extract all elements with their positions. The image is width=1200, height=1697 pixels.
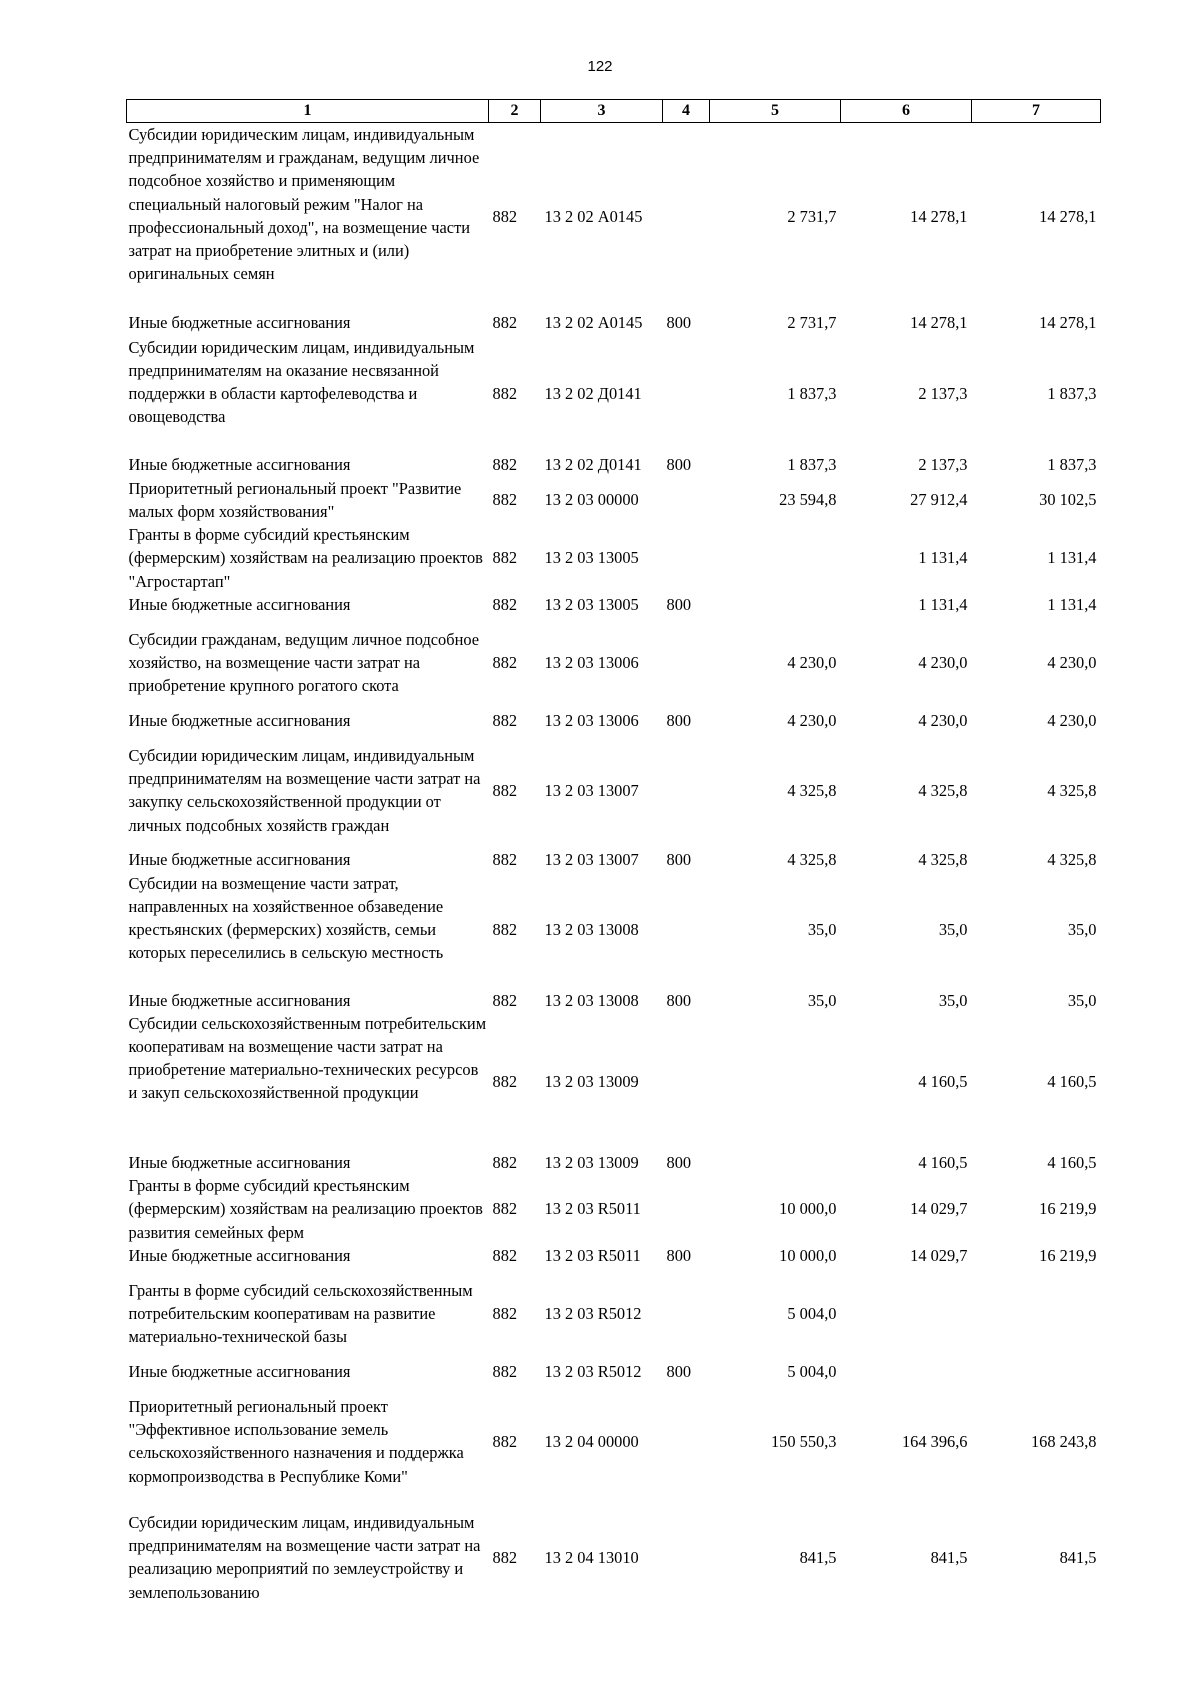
header-col-2: 2 [489,100,541,123]
row-target-code: 13 2 03 13007 [544,780,639,800]
row-value-5: 2 731,7 [787,206,837,226]
header-col-6: 6 [841,100,972,123]
row-value-5 [710,1151,841,1174]
row-value-6: 27 912,4 [910,490,968,510]
table-row [127,732,1101,848]
row-value-5 [710,593,841,616]
row-value-7: 4 160,5 [1047,1152,1097,1172]
row-admin-code: 882 [492,384,518,404]
row-admin-code: 882 [492,711,518,731]
table-row [127,1267,1101,1360]
row-value-6 [841,1360,972,1383]
row-value-7: 4 325,8 [1047,780,1097,800]
row-target-code: 13 2 03 R5011 [544,1245,641,1265]
row-value-7 [972,1360,1101,1383]
row-name: Гранты в форме субсидий крестьянским (фермерским) хозяйствам на реализацию проектов "Агростартап" [128,525,483,591]
row-expense-type [663,1267,710,1360]
row-admin-code: 882 [492,850,518,870]
row-name: Гранты в форме субсидий крестьянским (фермерским) хозяйствам на реализацию проектов развития семейных ферм [128,1176,483,1242]
row-expense-type: 800 [666,850,692,870]
row-value-5: 35,0 [807,920,837,940]
row-expense-type: 800 [666,990,692,1010]
row-value-6: 841,5 [930,1547,968,1567]
row-value-5: 35,0 [807,990,837,1010]
row-value-7: 1 131,4 [1047,548,1097,568]
row-value-6: 4 160,5 [918,1152,968,1172]
row-value-7: 35,0 [1067,920,1097,940]
row-value-5: 2 731,7 [787,312,837,332]
row-value-6: 35,0 [938,920,968,940]
row-admin-code: 882 [492,653,518,672]
row-value-5: 4 325,8 [787,850,837,870]
row-admin-code: 882 [492,490,518,510]
row-value-6: 14 278,1 [910,206,968,226]
row-value-6: 35,0 [938,990,968,1010]
row-value-5: 5 004,0 [787,1362,837,1382]
row-value-7: 4 160,5 [1047,1071,1097,1091]
row-target-code: 13 2 03 R5012 [544,1304,642,1324]
table-row [127,872,1101,989]
table-row [127,1360,1101,1383]
row-name: Субсидии на возмещение части затрат, направленных на хозяйственное обзаведение крестьянских (фермерских) хозяйств, семьи которых переселились в сельскую местность [128,873,444,963]
row-expense-type [663,1383,710,1499]
row-target-code: 13 2 03 R5011 [544,1199,641,1219]
row-name: Субсидии юридическим лицам, индивидуальным предпринимателям на возмещение части затрат на реализацию мероприятий по землеустройству и землепользованию [128,1512,481,1602]
row-value-5: 10 000,0 [779,1245,837,1265]
row-name: Иные бюджетные ассигнования [128,1362,351,1382]
row-target-code: 13 2 03 R5012 [544,1362,642,1382]
row-admin-code: 882 [492,594,518,614]
row-expense-type: 800 [666,594,692,614]
table-row [127,1151,1101,1174]
row-value-6: 164 396,6 [901,1431,968,1451]
row-value-7: 16 219,9 [1039,1199,1097,1219]
header-col-5: 5 [710,100,841,123]
row-target-code: 13 2 02 Д0141 [544,454,642,474]
row-value-5: 150 550,3 [770,1431,837,1451]
header-row [127,100,1101,123]
row-expense-type: 800 [666,454,692,474]
row-value-5: 841,5 [799,1547,837,1567]
row-name: Субсидии сельскохозяйственным потребительским кооперативам на возмещение части затрат на приобретение материально-технических ресурсов и закуп сельскохозяйственной продукции [128,1013,487,1103]
row-expense-type [663,477,710,523]
row-name: Иные бюджетные ассигнования [128,850,351,870]
row-admin-code: 882 [492,1071,518,1091]
row-value-7: 4 230,0 [1047,653,1097,672]
row-expense-type: 800 [666,1362,692,1382]
row-name: Иные бюджетные ассигнования [128,454,351,474]
row-admin-code: 882 [492,780,518,800]
table-row [127,477,1101,523]
table-row [127,523,1101,593]
row-name: Субсидии гражданам, ведущим личное подсобное хозяйство, на возмещение части затрат на приобретение крупного рогатого скота [128,629,480,696]
row-expense-type [663,872,710,989]
row-value-5: 5 004,0 [787,1304,837,1324]
table-row [127,709,1101,732]
row-value-5: 4 230,0 [787,653,837,672]
row-admin-code: 882 [492,1431,518,1451]
row-admin-code: 882 [492,548,518,568]
row-value-7 [972,1267,1101,1360]
row-admin-code: 882 [492,1547,518,1567]
row-expense-type [663,1012,710,1151]
row-value-6: 4 325,8 [918,850,968,870]
row-target-code: 13 2 03 13006 [544,711,639,731]
table-row [127,1499,1101,1615]
row-name: Иные бюджетные ассигнования [128,990,351,1010]
row-value-6: 14 029,7 [910,1199,968,1219]
row-target-code: 13 2 03 00000 [544,490,639,510]
row-value-6 [841,1267,972,1360]
header-col-3: 3 [541,100,663,123]
row-target-code: 13 2 02 Д0141 [544,384,642,404]
row-target-code: 13 2 02 А0145 [544,312,643,332]
row-value-7: 14 278,1 [1039,206,1097,226]
row-name: Субсидии юридическим лицам, индивидуальным предпринимателям и гражданам, ведущим личное подсобное хозяйство и применяющим специальный налоговый режим "Налог на профессиональный доход", на возмещение части затрат на приобретение элитных и (или) оригинальных семян [128,125,480,284]
table-row [127,1012,1101,1151]
budget-table [126,99,1101,1615]
row-expense-type: 800 [666,312,692,332]
row-expense-type: 800 [666,1245,692,1265]
row-value-6: 1 131,4 [918,594,968,614]
row-expense-type [663,1499,710,1615]
table-header [127,100,1101,123]
row-value-7: 14 278,1 [1039,312,1097,332]
row-admin-code: 882 [492,1199,518,1219]
row-name: Приоритетный региональный проект "Эффективное использование земель сельскохозяйственного назначения и поддержка кормопроизводства в Республике Коми" [128,1396,464,1486]
row-value-6: 2 137,3 [918,384,968,404]
header-col-7: 7 [972,100,1101,123]
row-value-6: 4 325,8 [918,780,968,800]
row-value-6: 2 137,3 [918,454,968,474]
row-target-code: 13 2 03 13009 [544,1071,639,1091]
row-value-5: 1 837,3 [787,454,837,474]
row-value-5: 10 000,0 [779,1199,837,1219]
row-value-7: 841,5 [1059,1547,1097,1567]
table-body [127,123,1101,1616]
row-target-code: 13 2 03 13008 [544,990,639,1010]
row-target-code: 13 2 03 13005 [544,594,639,614]
row-value-7: 1 837,3 [1047,454,1097,474]
row-expense-type [663,336,710,453]
row-expense-type: 800 [666,1152,692,1172]
row-expense-type: 800 [666,711,692,731]
table-row [127,616,1101,709]
row-value-6: 14 278,1 [910,312,968,332]
row-value-7: 30 102,5 [1039,490,1097,510]
table-row [127,1383,1101,1499]
table-row [127,336,1101,453]
row-name: Иные бюджетные ассигнования [128,312,351,332]
row-value-7: 4 230,0 [1047,711,1097,731]
row-admin-code: 882 [492,1152,518,1172]
row-value-5: 4 230,0 [787,711,837,731]
row-target-code: 13 2 03 13005 [544,548,639,568]
row-admin-code: 882 [492,1304,518,1324]
row-value-7: 4 325,8 [1047,850,1097,870]
row-value-7: 1 837,3 [1047,384,1097,404]
row-name: Иные бюджетные ассигнования [128,711,351,731]
table-row [127,453,1101,477]
row-admin-code: 882 [492,1362,518,1382]
row-target-code: 13 2 04 13010 [544,1547,639,1567]
row-value-7: 16 219,9 [1039,1245,1097,1265]
table-row [127,310,1101,336]
row-value-5: 23 594,8 [779,490,837,510]
row-name: Иные бюджетные ассигнования [128,1152,351,1172]
row-target-code: 13 2 03 13009 [544,1152,639,1172]
row-value-7: 35,0 [1067,990,1097,1010]
row-admin-code: 882 [492,1245,518,1265]
row-value-5: 4 325,8 [787,780,837,800]
row-admin-code: 882 [492,920,518,940]
row-target-code: 13 2 04 00000 [544,1431,639,1451]
row-expense-type [663,616,710,709]
table-row [127,1174,1101,1244]
table-row [127,593,1101,616]
header-col-1: 1 [127,100,489,123]
row-admin-code: 882 [492,990,518,1010]
row-target-code: 13 2 03 13007 [544,850,639,870]
row-value-6: 4 230,0 [918,711,968,731]
row-expense-type [663,123,710,310]
table-row [127,989,1101,1012]
row-name: Приоритетный региональный проект "Развитие малых форм хозяйствования" [128,478,462,521]
row-value-5 [710,523,841,593]
row-admin-code: 882 [492,454,518,474]
row-value-6: 14 029,7 [910,1245,968,1265]
row-name: Гранты в форме субсидий сельскохозяйственным потребительским кооперативам на развитие материально-технической базы [128,1280,473,1347]
row-value-6: 4 160,5 [918,1071,968,1091]
row-value-6: 4 230,0 [918,653,968,672]
row-expense-type [663,1174,710,1244]
row-name: Субсидии юридическим лицам, индивидуальным предпринимателям на оказание несвязанной поддержки в области картофелеводства и овощеводства [128,337,475,427]
row-target-code: 13 2 03 13006 [544,653,639,672]
row-admin-code: 882 [492,312,518,332]
table-row [127,123,1101,310]
row-value-7: 168 243,8 [1030,1431,1097,1451]
page-number: 122 [587,58,613,75]
row-admin-code: 882 [492,206,518,226]
row-value-5: 1 837,3 [787,384,837,404]
row-target-code: 13 2 03 13008 [544,920,639,940]
table-row [127,848,1101,871]
row-expense-type [663,523,710,593]
row-name: Иные бюджетные ассигнования [128,1245,351,1265]
row-name: Иные бюджетные ассигнования [128,594,351,614]
row-value-6: 1 131,4 [918,548,968,568]
row-expense-type [663,732,710,848]
header-col-4: 4 [663,100,710,123]
row-target-code: 13 2 02 А0145 [544,206,643,226]
row-value-5 [710,1012,841,1151]
table-row [127,1244,1101,1267]
row-name: Субсидии юридическим лицам, индивидуальным предпринимателям на возмещение части затрат на закупку сельскохозяйственной продукции от личных подсобных хозяйств граждан [128,745,481,835]
row-value-7: 1 131,4 [1047,594,1097,614]
